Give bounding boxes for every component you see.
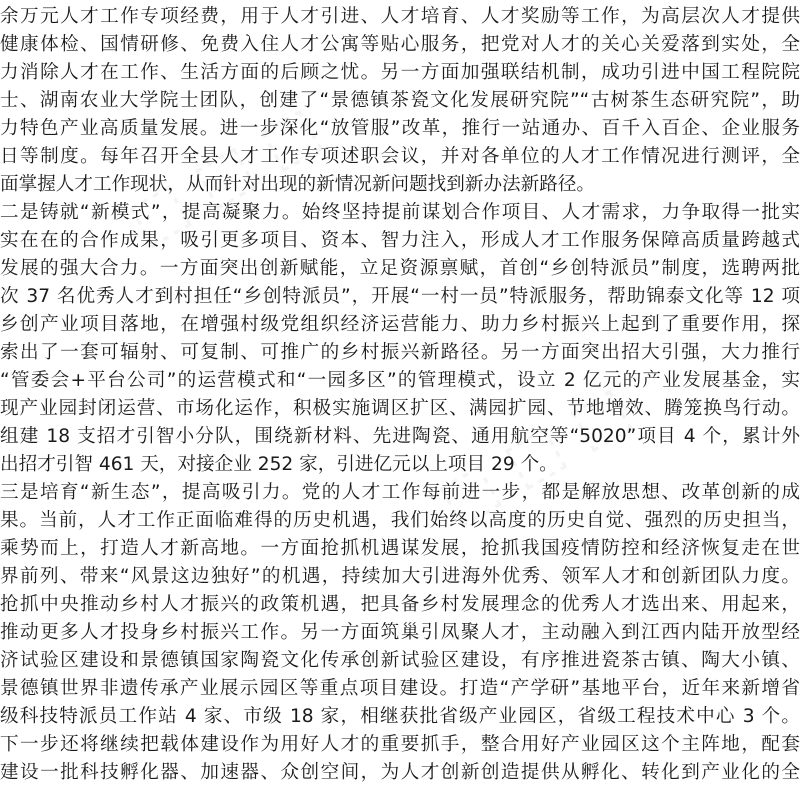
text-line: 推动更多人才投身乡村振兴工作。另一方面筑巢引凤聚人才，主动融入到江西内陆开放型经 [0, 622, 800, 643]
paragraph-heading-line: 二是铸就“新模式”，提高凝聚力。始终坚持提前谋划合作项目、人才需求，力争取得一批实 [0, 202, 800, 223]
text-line: 抢抓中央推动乡村人才振兴的政策机遇，把具备乡村发展理念的优秀人才选出来、用起来， [0, 594, 800, 615]
text-line: 果。当前，人才工作正面临难得的历史机遇，我们始终以高度的历史自觉、强烈的历史担当， [0, 510, 800, 531]
text-line: 索出了一套可辐射、可复制、可推广的乡村振兴新路径。另一方面突出招大引强，大力推行 [0, 342, 800, 363]
text-line: 乡创产业项目落地，在增强村级党组织经济运营能力、助力乡村振兴上起到了重要作用，探 [0, 314, 800, 335]
text-line: 力特色产业高质量发展。进一步深化“放管服”改革，推行一站通办、百千入百企、企业服务 [0, 118, 800, 139]
text-line: 出招才引智 461 天，对接企业 252 家，引进亿元以上项目 29 个。 [0, 454, 558, 475]
text-line: 实在在的合作成果，吸引更多项目、资本、智力注入，形成人才工作服务保障高质量跨越式 [0, 230, 800, 251]
text-line: 济试验区建设和景德镇国家陶瓷文化传承创新试验区建设，有序推进瓷茶古镇、陶大小镇、 [0, 650, 800, 671]
text-line: 力消除人才在工作、生活方面的后顾之忧。另一方面加强联结机制，成功引进中国工程院院 [0, 62, 800, 83]
text-line: 健康体检、国情研修、免费入住人才公寓等贴心服务，把党对人才的关心关爱落到实处，全 [0, 34, 800, 55]
text-line: 景德镇世界非遗传承产业展示园区等重点项目建设。打造“产学研”基地平台，近年来新增省 [0, 678, 800, 699]
text-line: 发展的强大合力。一方面突出创新赋能，立足资源禀赋，首创“乡创特派员”制度，选聘两批 [0, 258, 800, 279]
text-line: 现产业园封闭运营、市场化运作，积极实施调区扩区、满园扩园、节地增效、腾笼换鸟行动。 [0, 398, 800, 419]
paragraph-heading-line: 三是培育“新生态”，提高吸引力。党的人才工作每前进一步，都是解放思想、改革创新的成 [0, 482, 800, 503]
text-line: 日等制度。每年召开全县人才工作专项述职会议，并对各单位的人才工作情况进行测评，全 [0, 146, 800, 167]
text-line: 面掌握人才工作现状，从而针对出现的新情况新问题找到新办法新路径。 [0, 174, 596, 195]
text-line: 乘势而上，打造人才新高地。一方面抢抓机遇谋发展，抢抓我国疫情防控和经济恢复走在世 [0, 538, 800, 559]
text-line: 建设一批科技孵化器、加速器、众创空间，为人才创新创造提供从孵化、转化到产业化的全 [0, 762, 800, 783]
text-line: “管委会+平台公司”的运营模式和“一园多区”的管理模式，设立 2 亿元的产业发展基金，实 [0, 370, 800, 391]
text-line: 级科技特派员工作站 4 家、市级 18 家，相继获批省级产业园区，省级工程技术中心 3 个。 [0, 706, 800, 727]
text-line: 余万元人才工作专项经费，用于人才引进、人才培育、人才奖励等工作，为高层次人才提供 [0, 6, 800, 27]
text-line: 界前列、带来“风景这边独好”的机遇，持续加大引进海外优秀、领军人才和创新团队力度。 [0, 566, 800, 587]
text-line: 士、湖南农业大学院士团队，创建了“景德镇茶瓷文化发展研究院”“古树茶生态研究院”，助 [0, 90, 800, 111]
text-line: 次 37 名优秀人才到村担任“乡创特派员”，开展“一村一员”特派服务，帮助锦泰文化等 12 项 [0, 286, 800, 307]
text-line: 组建 18 支招才引智小分队，围绕新材料、先进陶瓷、通用航空等“5020”项目 4 个，累计外 [0, 426, 800, 447]
text-line: 下一步还将继续把载体建设作为用好人才的重要抓手，整合用好产业园区这个主阵地，配套 [0, 734, 800, 755]
